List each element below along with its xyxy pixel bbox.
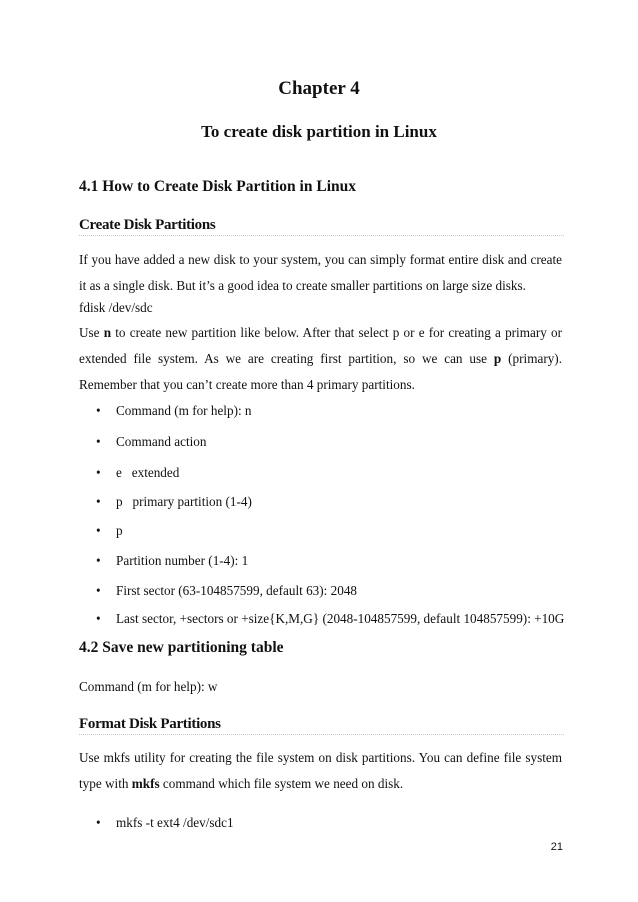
- list-item-text: First sector (63-104857599, default 63): 2048: [116, 583, 358, 598]
- intro-paragraph: If you have added a new disk to your system, you can simply format entire disk and create it as a single disk. But it’s a good idea to create smaller partitions on large size disks.: [79, 252, 562, 293]
- mkfs-text-2: command which file system we need on disk.: [159, 776, 404, 791]
- list-item-text: p: [116, 523, 123, 538]
- bullet-icon: •: [96, 403, 101, 418]
- save-command: Command (m for help): w: [79, 679, 218, 694]
- heading-underline: [79, 734, 564, 735]
- bullet-icon: •: [96, 815, 101, 830]
- mkfs-text-1: Use mkfs utility for creating the file system on disk partitions. You can define file system type with: [79, 750, 562, 791]
- usage-paragraph: [79, 320, 562, 398]
- fdisk-command: fdisk /dev/sdc: [79, 300, 153, 315]
- chapter-title: Chapter 4: [278, 78, 360, 99]
- list-item-text: e extended: [116, 465, 180, 480]
- usage-text-1: Use: [79, 325, 104, 340]
- list-item-text: Command action: [116, 434, 207, 449]
- list-item: [96, 434, 206, 450]
- list-item-text: Partition number (1-4): 1: [116, 553, 249, 568]
- bullet-icon: •: [96, 434, 101, 449]
- bullet-icon: •: [96, 583, 101, 598]
- list-item-text: mkfs -t ext4 /dev/sdc1: [116, 815, 234, 830]
- list-item: [96, 523, 123, 539]
- list-item: [96, 494, 252, 510]
- bullet-icon: •: [96, 553, 101, 568]
- chapter-subtitle: To create disk partition in Linux: [201, 122, 437, 141]
- usage-bold-p: p: [493, 351, 502, 366]
- list-item: [96, 553, 248, 569]
- heading-underline: [79, 235, 564, 236]
- list-item: [96, 403, 252, 419]
- heading-create-disk-partitions: Create Disk Partitions: [79, 217, 216, 233]
- list-item: [96, 465, 179, 481]
- list-item: [96, 611, 564, 627]
- list-item-text: Command (m for help): n: [116, 403, 252, 418]
- bullet-icon: •: [96, 494, 101, 509]
- bullet-icon: •: [96, 465, 101, 480]
- list-item: [96, 815, 234, 831]
- section-heading-4-1: 4.1 How to Create Disk Partition in Linux: [79, 178, 356, 195]
- bullet-icon: •: [96, 611, 101, 626]
- list-item: [96, 583, 357, 599]
- section-heading-4-2: 4.2 Save new partitioning table: [79, 639, 284, 656]
- usage-text-2: to create new partition like below. After that select p or e for creating a primary or extended file system. As we are creating first partition, so we can use: [79, 325, 562, 366]
- usage-text-3: (primary). Remember that you can’t create more than 4 primary partitions.: [79, 351, 562, 392]
- mkfs-paragraph: [79, 745, 562, 797]
- page-number: 21: [550, 841, 563, 853]
- list-item-text: p primary partition (1-4): [116, 494, 252, 509]
- list-item-text: Last sector, +sectors or +size{K,M,G} (2048-104857599, default 104857599): +10G: [116, 611, 565, 626]
- usage-bold-n: n: [103, 325, 112, 340]
- heading-format-disk-partitions: Format Disk Partitions: [79, 716, 221, 732]
- mkfs-bold: mkfs: [131, 776, 160, 791]
- bullet-icon: •: [96, 523, 101, 538]
